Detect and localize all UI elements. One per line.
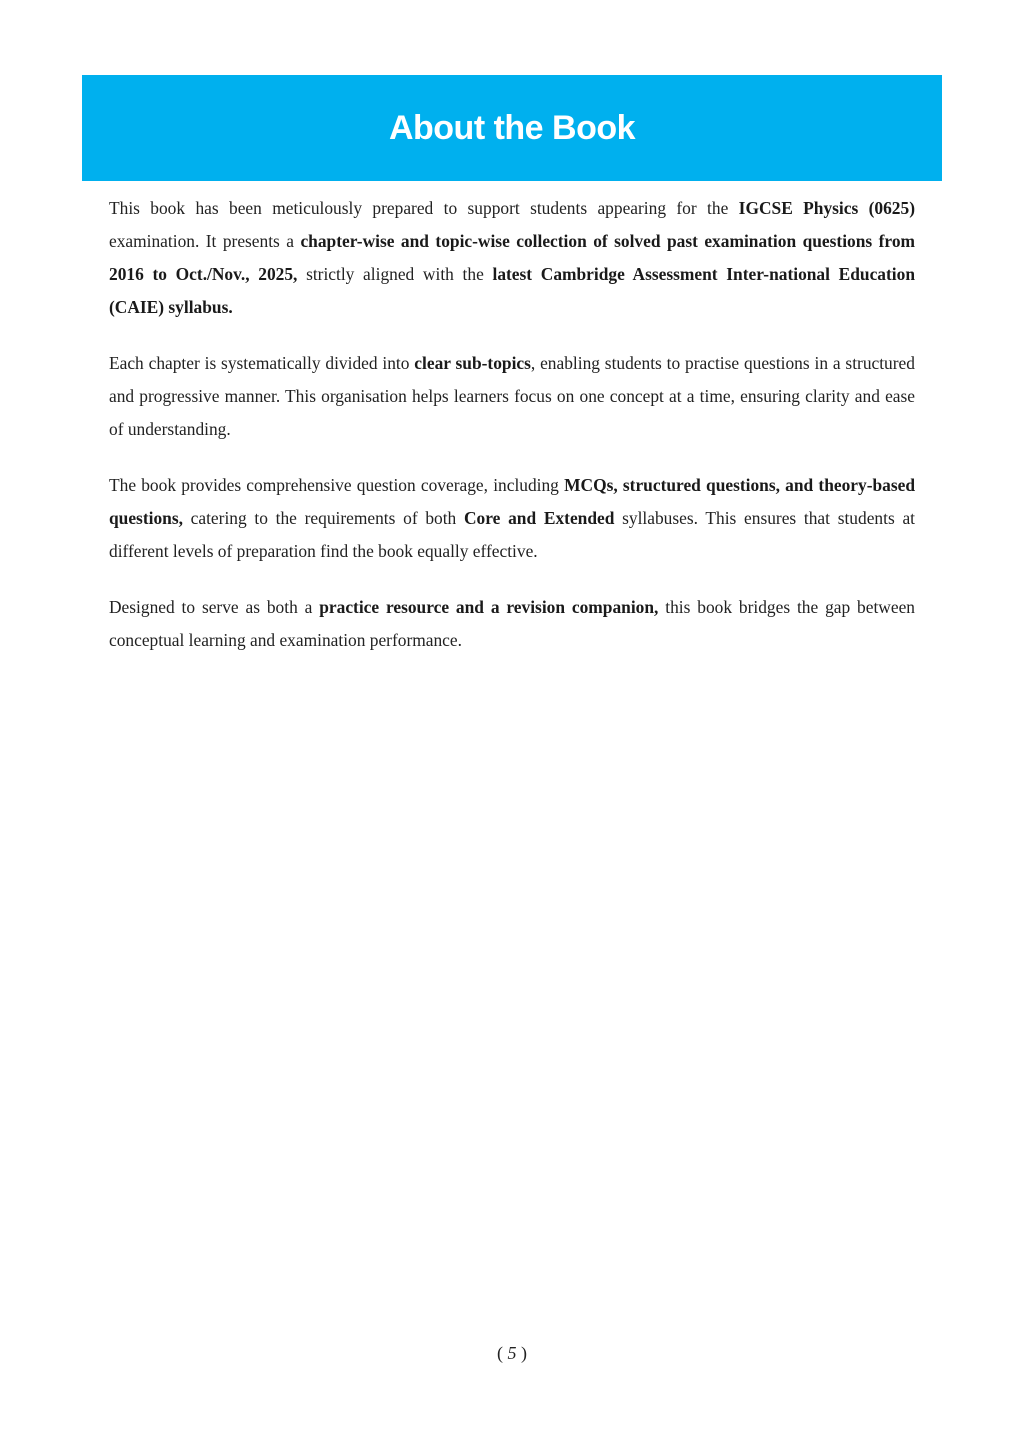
bold-segment: latest Cambridge Assessment Inter-national Education (CAIE) syllabus. <box>109 264 915 317</box>
page-number-close: ) <box>516 1343 527 1363</box>
text-segment: strictly aligned with the <box>297 264 493 284</box>
bold-segment: Core and Extended <box>463 508 615 528</box>
text-segment: The book provides comprehensive question coverage, including <box>109 475 565 495</box>
paragraph-purpose <box>109 591 915 657</box>
text-segment: This book has been meticulously prepared to support students appearing for the <box>109 198 739 218</box>
page-number <box>0 1343 1024 1364</box>
text-segment: , enabling students to practise questions in a structured and progressive manner. This organisation helps learners focus on one concept at a time, ensuring clarity and ease of understanding. <box>109 353 915 439</box>
text-segment: Each chapter is systematically divided into <box>109 353 415 373</box>
bold-segment: chapter-wise and topic-wise collection of solved past examination questions from 2016 to Oct./Nov., 2025, <box>109 231 915 284</box>
bold-segment: MCQs, structured questions, and theory-based questions, <box>109 475 916 528</box>
page-number-value: 5 <box>507 1343 517 1363</box>
paragraph-coverage <box>109 469 915 568</box>
paragraph-structure <box>109 347 915 446</box>
paragraph-intro <box>109 192 915 324</box>
title-banner <box>82 75 942 181</box>
page-title: About the Book <box>388 108 636 147</box>
page-number-open: ( <box>497 1343 508 1363</box>
bold-segment: practice resource and a revision companion, <box>319 597 659 617</box>
text-segment: this book bridges the gap between conceptual learning and examination performance. <box>109 597 915 650</box>
bold-segment: IGCSE Physics (0625) <box>738 198 915 218</box>
text-segment: syllabuses. This ensures that students at different levels of preparation find the book equally effective. <box>109 508 915 561</box>
text-segment: examination. It presents a <box>109 231 301 251</box>
bold-segment: clear sub-topics <box>414 353 531 373</box>
text-segment: Designed to serve as both a <box>109 597 320 617</box>
body-content <box>109 192 915 680</box>
text-segment: catering to the requirements of both <box>182 508 464 528</box>
